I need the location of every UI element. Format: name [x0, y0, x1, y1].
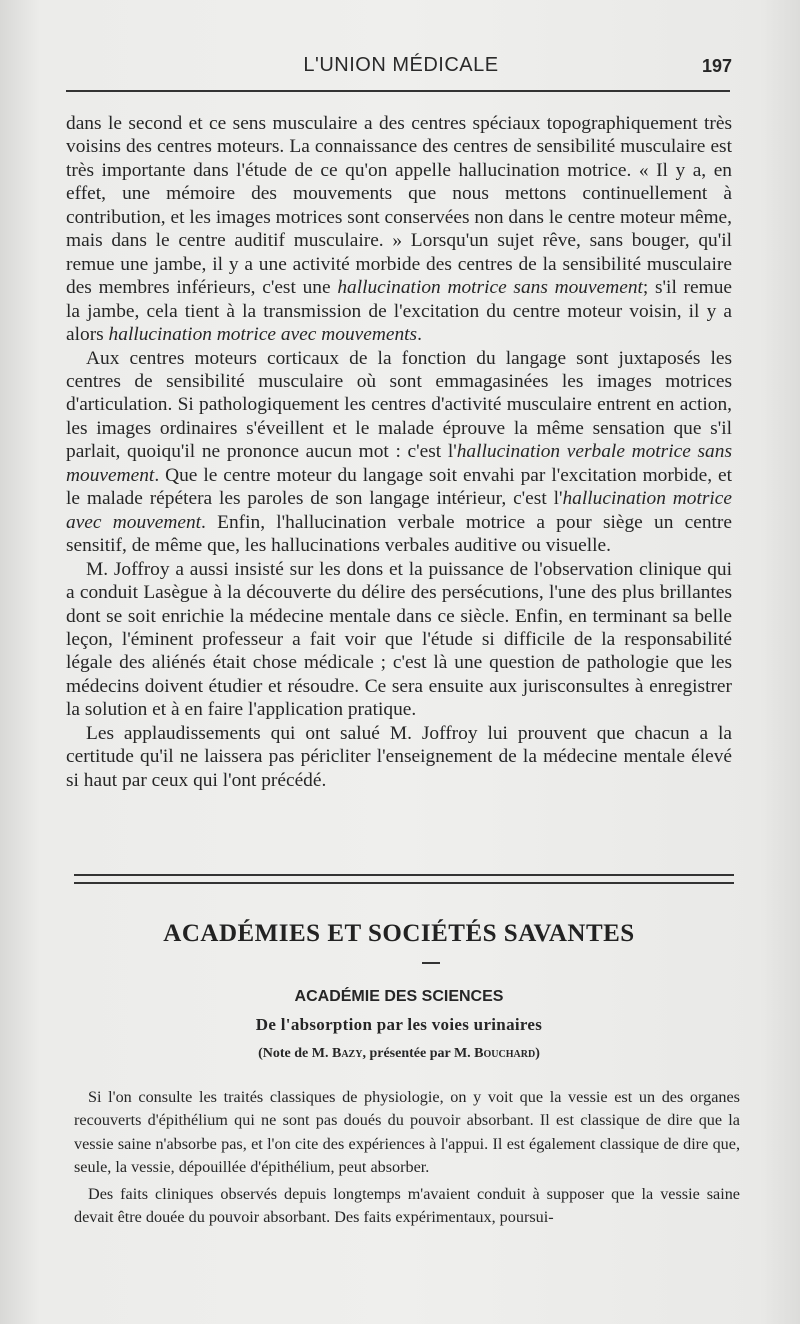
article-title: De l'absorption par les voies urinaires: [255, 1015, 543, 1034]
article-paragraph-2: Des faits cliniques observés depuis longtemps m'avaient conduit à supposer que la vessie saine devait être douée du pouvoir absorbant. Des faits expérimentaux, poursui-: [74, 1184, 740, 1227]
italic-term: hallucination motrice sans mouvement: [337, 277, 643, 299]
text-run: dans le second et ce sens musculaire a des centres spéciaux topographiquement très voisins des centres moteurs. La connaissance des centres de sensibilité musculaire est très importante dans l'étude de ce qu'on appelle hallucination motrice. « Il y a, en effet, une mémoire des mouvements que nous mettons continuellement à contribution, et les images motrices sont conservées non dans le centre moteur même, mais dans le centre auditif musculaire. » Lorsqu'un sujet rêve, sans bouger, qu'il remue une jambe, il y a une activité morbide des centres de la sensibilité musculaire des membres inférieurs, c'est une: [66, 113, 732, 299]
text-run: . Enfin, l'hallucination verbale motrice a pour siège un centre sensitif, de même que, les hallucinations verbales auditive ou visuelle.: [66, 511, 732, 557]
note-mid: , présentée par M.: [362, 1046, 475, 1061]
section-divider: [74, 874, 734, 884]
paragraph-2: [66, 347, 732, 558]
section-title: ACADÉMIES ET SOCIÉTÉS SAVANTES: [163, 920, 635, 947]
page-number: 197: [701, 56, 732, 76]
italic-term: hallucination verbale motrice sans mouvement: [66, 441, 732, 486]
article-text: [74, 1086, 740, 1229]
paragraph-3: M. Joffroy a aussi insisté sur les dons et la puissance de l'observation clinique qui a conduit Lasègue à la découverte du délire des persécutions, l'une des plus brillantes dont se soit enrichie la médecine mentale dans ce siècle. Enfin, en terminant sa belle leçon, l'éminent professeur a fait voir que l'étude si difficile de la responsabilité légale des aliénés était chose médicale ; c'est là une question de pathologie que les médecins doivent étudier et résoudre. Ce sera ensuite aux jurisconsultes à enregistrer la solution et à en faire l'application pratique.: [66, 558, 732, 721]
note-presenter: Bouchard: [474, 1046, 536, 1061]
italic-term: hallucination motrice avec mouvement: [66, 488, 733, 533]
note-suffix: ): [535, 1046, 540, 1061]
text-run: .: [417, 324, 422, 346]
header-rule: [66, 90, 730, 92]
article-paragraph-1: Si l'on consulte les traités classiques de physiologie, on y voit que la vessie est un des organes recouverts d'épithélium qui ne sont pas doués du pouvoir absorbant. Il est classique de dire que la vessie saine n'absorbe pas, et l'on cite des expériences à l'appui. Il est également classique de dire que, seule, la vessie, dépouillée d'épithélium, peut absorber.: [74, 1088, 740, 1177]
italic-term: hallucination motrice avec mouvements: [108, 324, 418, 346]
body-text: [66, 112, 732, 792]
article-note: [66, 1046, 732, 1062]
paragraph-1: [66, 112, 732, 347]
text-run: Aux centres moteurs corticaux de la fonction du langage sont juxtaposés les centres de sensibilité musculaire où sont emmagasinées les images motrices d'articulation. Si pathologiquement les centres d'activité musculaire entrent en action, les images ordinaires s'éveillent et le malade éprouve la même sensation que s'il parlait, quoiqu'il ne prononce aucun mot : c'est l': [66, 347, 732, 463]
title-dash: [422, 962, 440, 964]
running-head: L'UNION MÉDICALE: [303, 54, 499, 76]
page-header: [66, 54, 736, 84]
academy-heading: ACADÉMIE DES SCIENCES: [294, 988, 504, 1005]
note-prefix: (Note de M.: [258, 1046, 332, 1061]
text-run: . Que le centre moteur du langage soit envahi par l'excitation morbide, et le malade répétera les paroles de son langage intérieur, c'est l': [66, 464, 732, 510]
paragraph-4: Les applaudissements qui ont salué M. Joffroy lui prouvent que chacun a la certitude qu'il ne laissera pas péricliter l'enseignement de la médecine mentale élevé si haut par ceux qui l'ont précédé.: [66, 722, 732, 791]
text-run: ; s'il remue la jambe, cela tient à la transmission de l'excitation du centre moteur voisin, il y a alors: [66, 277, 732, 346]
note-author: Bazy: [332, 1046, 363, 1061]
